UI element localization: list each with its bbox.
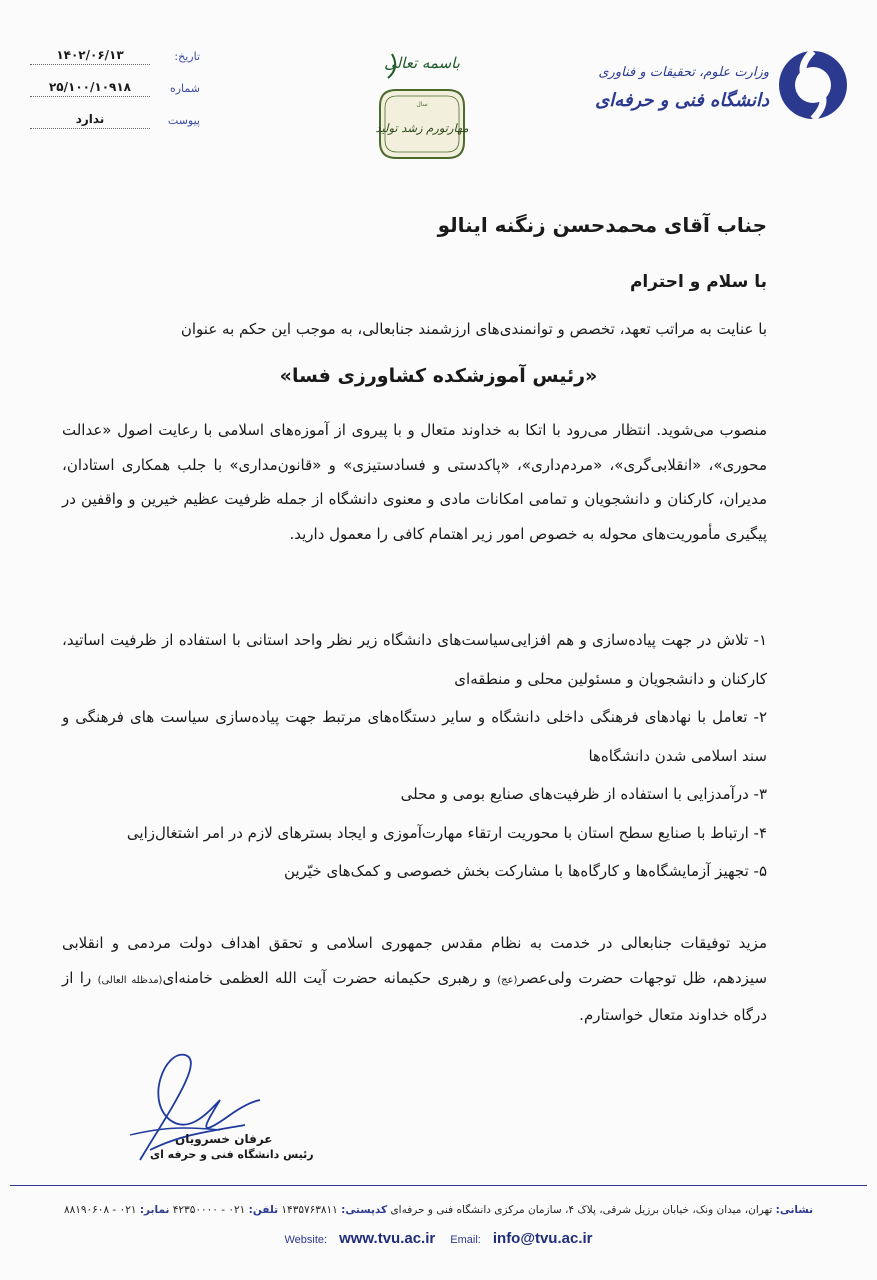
year-slogan-seal <box>352 40 492 180</box>
address-label: نشانی: <box>775 1204 814 1216</box>
intro-text: با عنایت به مراتب تعهد، تخصص و توانمندی‌های ارزشمند جنابعالی، به موجب این حکم به عنوان <box>180 320 767 338</box>
closing-aj: (عج) <box>497 975 518 986</box>
seal-slogan-text: مهارتورم زشد تولید <box>375 121 469 135</box>
email-link[interactable]: info@tvu.ac.ir <box>492 1230 593 1247</box>
date-value: ۱۴۰۲/۰۶/۱۳ <box>30 48 150 65</box>
duties-list <box>62 621 767 891</box>
closing-paragraph <box>62 926 767 1033</box>
fax-number: ۰۲۱ - ۸۸۱۹۰۶۰۸ <box>63 1204 137 1216</box>
fax-label: نمابر: <box>139 1204 170 1216</box>
attachment-row <box>30 104 200 136</box>
recipient-name: جناب آقای محمدحسن زنگنه اینالو <box>437 213 767 237</box>
phone-number: ۰۲۱ - ۴۲۳۵۰۰۰۰ <box>172 1204 246 1216</box>
postal-label: کدپستی: <box>341 1204 388 1216</box>
attachment-value: ندارد <box>30 112 150 129</box>
greeting: با سلام و احترام <box>629 272 767 292</box>
footer-address <box>8 1204 869 1216</box>
footer-divider <box>10 1185 867 1186</box>
date-label: تاریخ: <box>174 49 200 63</box>
closing-text-1: مزید توفیقات جنابعالی در خدمت به نظام مقدس جمهوری اسلامی و تحقق اهداف دولت مردمی و انقلابی سیزدهم، ظل توجهات حضرت ولی‌عصر <box>62 934 768 987</box>
letter-meta <box>30 40 200 136</box>
ministry-text: وزارت علوم، تحقیقات و فناوری <box>598 65 769 80</box>
closing-mz: (مدظله العالی) <box>97 975 163 986</box>
email-label: Email: <box>450 1234 481 1246</box>
number-row <box>30 72 200 104</box>
number-label: شماره <box>169 81 200 95</box>
date-row <box>30 40 200 72</box>
address-text: تهران، میدان ونک، خیابان برزیل شرقی، پلاک ۴، سازمان مرکزی دانشگاه فنی و حرفه‌ای <box>390 1204 773 1216</box>
motto-text: باسمه تعالی <box>384 54 460 72</box>
mission-paragraph: منصوب می‌شوید. انتظار می‌رود با اتکا به خداوند متعال و با پیروی از آموزه‌های اسلامی با رعایت اصول «عدالت محوری»، «انقلابی‌گری»، «مردم‌داری»، «پاکدستی و فسادستیزی» و «قانون‌مداری» با جلب همکاری استادان، مدیران، کارکنان و دانشجویان و تمامی امکانات مادی و معنوی دانشگاه از جمله ظرفیت عظیم خیرین و واقفین در پیگیری مأموریت‌های محوله به خصوص امور زیر اهتمام کافی را معمول دارید. <box>62 421 767 543</box>
signatory-title: رئیس دانشگاه فنی و حرفه ای <box>150 1148 314 1161</box>
phone-label: تلفن: <box>248 1204 279 1216</box>
footer-web <box>0 1230 877 1247</box>
postal-code: ۱۴۳۵۷۶۳۸۱۱ <box>281 1204 338 1216</box>
seal-top-text: سال <box>416 101 428 108</box>
list-item: ۳- درآمدزایی با استفاده از ظرفیت‌های صنایع بومی و محلی <box>400 785 767 803</box>
university-text: دانشگاه فنی و حرفه‌ای <box>595 90 769 111</box>
university-logo <box>595 40 847 130</box>
closing-text-2: و رهبری حکیمانه حضرت آیت الله العظمی خامنه‌ای <box>162 969 498 987</box>
closing-text-3: را از درگاه خداوند متعال خواستارم. <box>62 969 767 1024</box>
list-item: ۲- تعامل با نهادهای فرهنگی داخلی دانشگاه و سایر دستگاه‌های مرتبط جهت پیاده‌سازی سیاست های فرهنگی و سند اسلامی شدن دانشگاه‌ها <box>62 708 767 765</box>
list-item: ۴- ارتباط با صنایع سطح استان با محوریت ارتقاء مهارت‌آموزی و ایجاد بسترهای لازم در امر اشتغال‌زایی <box>126 823 767 842</box>
website-label: Website: <box>284 1234 328 1246</box>
attachment-label: پیوست <box>167 113 200 127</box>
number-value: ۲۵/۱۰۰/۱۰۹۱۸ <box>30 80 150 97</box>
website-link[interactable]: www.tvu.ac.ir <box>339 1230 436 1247</box>
list-item: ۵- تجهیز آزمایشگاه‌ها و کارگاه‌ها با مشارکت بخش خصوصی و کمک‌های خیّرین <box>284 862 767 880</box>
appointment-title: «رئیس آموزشکده کشاورزی فسا» <box>279 365 598 387</box>
signatory-name: عرفان خسرویان <box>175 1132 273 1146</box>
list-item: ۱- تلاش در جهت پیاده‌سازی و هم افزایی‌سیاست‌های دانشگاه زیر نظر واحد استانی با استفاده از ظرفیت اساتید، کارکنان و دانشجویان و مسئولین محلی و منطقه‌ای <box>62 631 767 688</box>
